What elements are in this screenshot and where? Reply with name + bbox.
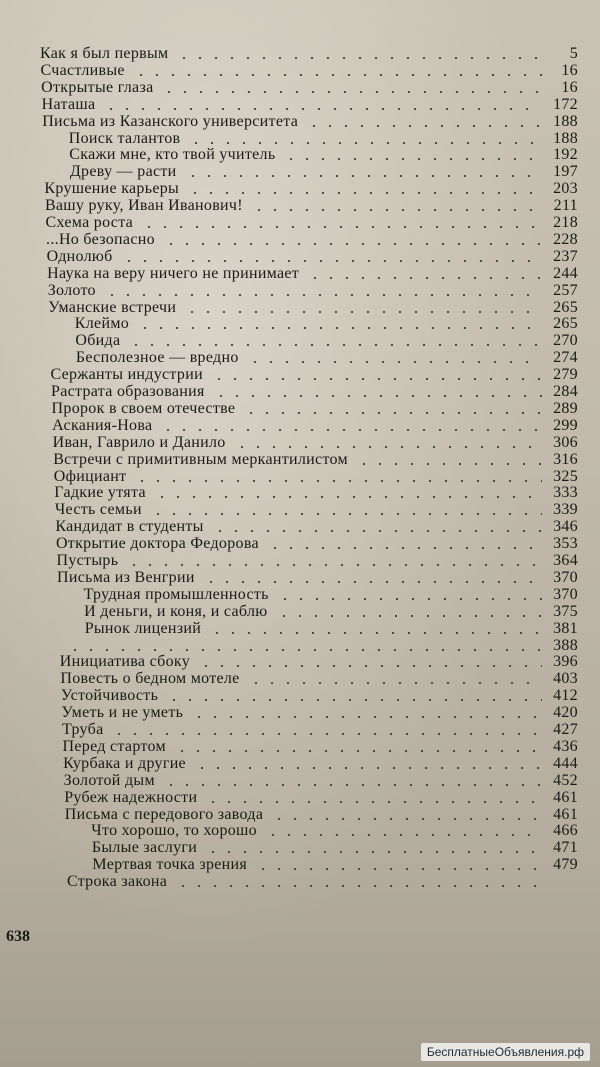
toc-entry-page: 466 <box>553 822 578 840</box>
toc-entry-page: 388 <box>553 636 578 654</box>
toc-entry-page: 353 <box>553 535 578 553</box>
toc-entry-page: 461 <box>553 788 578 806</box>
toc-entry-title: Крушение карьеры <box>44 180 180 198</box>
dot-leader <box>205 851 542 853</box>
dot-leader <box>306 125 542 127</box>
toc-entry-page: 237 <box>553 247 578 265</box>
toc-entry-title: Повесть о бедном мотеле <box>60 670 240 688</box>
dot-leader <box>176 57 542 59</box>
dot-leader <box>161 91 542 93</box>
dot-leader <box>67 649 542 651</box>
toc-entry-title: Схема роста <box>45 214 134 231</box>
toc-entry <box>41 79 578 96</box>
toc-entry-page: 346 <box>553 518 578 536</box>
toc-entry <box>64 789 578 806</box>
dot-leader <box>163 784 542 786</box>
toc-entry-page: 420 <box>553 704 578 722</box>
toc-entry-page: 274 <box>553 349 578 367</box>
toc-entry-title: Как я был первым <box>40 45 169 62</box>
dot-leader <box>277 598 542 600</box>
toc-entry <box>40 45 578 62</box>
toc-entry <box>52 417 578 434</box>
toc-entry-title: Пустырь <box>56 552 119 569</box>
toc-entry <box>63 755 578 772</box>
toc-entry-title: Былые заслуги <box>91 839 198 857</box>
dot-leader <box>194 767 542 769</box>
dot-leader <box>128 344 542 346</box>
dot-leader <box>187 192 542 194</box>
toc-entry <box>64 772 578 789</box>
dot-leader <box>307 277 542 279</box>
toc-entry-title: Уманские встречи <box>48 298 177 316</box>
dot-leader <box>209 632 542 634</box>
toc-entry-page: 333 <box>553 484 578 502</box>
dot-leader <box>213 395 542 397</box>
toc-entry-title: Растрата образования <box>51 383 205 400</box>
toc-entry-page: 325 <box>553 467 578 485</box>
dot-leader <box>133 74 542 76</box>
toc-entry-title: Рынок лицензий <box>84 619 202 637</box>
dot-leader <box>265 834 542 836</box>
toc-entry <box>57 569 578 586</box>
toc-entry <box>50 366 578 383</box>
dot-leader <box>174 750 542 752</box>
toc-subentry <box>91 822 578 839</box>
toc-entry-title: Труба <box>62 721 104 738</box>
dot-leader <box>251 209 542 211</box>
toc-entry-page: 306 <box>553 433 578 451</box>
dot-leader <box>160 429 542 431</box>
toc-entry-page: 444 <box>553 754 578 772</box>
dot-leader <box>185 175 542 177</box>
toc-entry-title: Официант <box>53 467 127 485</box>
toc-subentry <box>70 163 578 180</box>
toc-entry-title: Инициатива сбоку <box>59 653 191 671</box>
toc-subentry <box>84 586 578 603</box>
toc-entry-page: 396 <box>553 653 578 671</box>
toc-entry <box>42 113 578 130</box>
toc-entry-title: Однолюб <box>46 247 113 265</box>
dot-leader <box>137 327 542 329</box>
dot-leader <box>271 818 542 820</box>
toc-entry <box>46 231 578 248</box>
toc-entry <box>48 299 578 316</box>
toc-entry <box>53 434 578 451</box>
dot-leader <box>150 513 542 515</box>
toc-entry-title: Скажи мне, кто твой учитель <box>69 146 276 164</box>
dot-leader <box>121 260 542 262</box>
toc-entry <box>54 484 578 501</box>
toc-entry-page: 479 <box>553 856 578 874</box>
dot-leader <box>247 361 542 363</box>
toc-entry-title: Перед стартом <box>62 737 166 755</box>
toc-entry-title: Кандидат в студенты <box>55 518 204 536</box>
dot-leader <box>198 665 542 667</box>
toc-entry-page: 381 <box>553 619 578 637</box>
toc-entry <box>46 214 579 231</box>
toc-entry <box>48 282 578 299</box>
toc-entry-title: Пророк в своем отечестве <box>51 399 236 417</box>
toc-entry-title: Строка закона <box>66 873 168 891</box>
toc-subentry <box>75 315 578 332</box>
toc-entry-page: 370 <box>553 585 578 603</box>
toc-entry-title: Честь семьи <box>54 501 142 519</box>
toc-entry-title: Золото <box>47 281 96 299</box>
toc-entry-title: Устойчивость <box>60 687 159 705</box>
toc-entry <box>65 806 578 823</box>
toc-entry-page: 192 <box>553 146 578 164</box>
toc-subentry <box>69 130 578 147</box>
toc-entry-title: Клеймо <box>74 315 130 333</box>
dot-leader <box>175 885 542 887</box>
page-number: 638 <box>6 928 30 945</box>
toc-entry-title: Бесполезное — вредно <box>75 349 239 367</box>
toc-entry-title: Древу — расти <box>69 163 177 181</box>
toc-entry <box>67 873 578 890</box>
dot-leader <box>126 564 542 566</box>
toc-entry-title: ...Но безопасно <box>46 230 155 248</box>
toc-entry <box>53 451 578 468</box>
toc-entry-page: 244 <box>553 264 578 282</box>
dot-leader <box>188 142 542 144</box>
toc-entry-title: Наука на веру ничего не принимает <box>47 264 300 282</box>
watermark: БесплатныеОбъявления.рф <box>421 1043 590 1061</box>
toc-entry-page: 257 <box>553 281 578 299</box>
toc-entry-title: И деньги, и коня, и саблю <box>84 602 268 620</box>
toc-entry <box>42 96 578 113</box>
toc-entry-title: Трудная промышленность <box>83 585 269 603</box>
toc-entry-page: 364 <box>553 552 578 569</box>
toc-entry <box>55 501 578 518</box>
toc-entry-title: Наташа <box>41 95 96 113</box>
toc-entry-title: Гадкие утята <box>54 484 146 502</box>
dot-leader <box>356 463 542 465</box>
toc-entry <box>41 62 578 79</box>
toc-subentry <box>92 839 578 856</box>
dot-leader <box>134 480 542 482</box>
toc-entry-title: Поиск талантов <box>68 129 181 147</box>
toc-entry-page: 339 <box>553 501 578 519</box>
dot-leader <box>111 733 542 735</box>
toc-entry-page: 284 <box>553 383 578 400</box>
dot-leader <box>211 378 542 380</box>
toc-entry-title: Курбака и другие <box>63 754 186 772</box>
toc-entry-page: 5 <box>569 45 578 62</box>
toc-entry-title: Уметь и не уметь <box>61 704 184 722</box>
toc-entry <box>56 535 578 552</box>
toc-entry <box>61 687 578 704</box>
toc-subentry <box>84 603 578 620</box>
dot-leader <box>276 615 542 617</box>
toc-entry-page: 279 <box>553 366 578 384</box>
dot-leader <box>212 530 542 532</box>
toc-entry-page: 203 <box>553 180 578 198</box>
toc-entry <box>51 383 578 400</box>
dot-leader <box>141 226 542 228</box>
toc-entry-page: 16 <box>561 61 578 79</box>
toc-subentry <box>69 146 578 163</box>
toc-entry-page: 299 <box>553 416 578 434</box>
dot-leader <box>104 294 542 296</box>
dot-leader <box>255 868 542 870</box>
toc-subentry <box>76 349 578 366</box>
toc-entry-page: 218 <box>553 214 578 231</box>
dot-leader <box>191 716 542 718</box>
dot-leader <box>234 446 542 448</box>
toc-entry-page: 375 <box>553 602 578 620</box>
toc-entry-page: 265 <box>553 298 578 316</box>
toc-entry-page: 370 <box>553 568 578 586</box>
toc-entry-title: Письма с передового завода <box>64 805 264 823</box>
toc-entry <box>63 738 578 755</box>
toc-entry-page: 427 <box>553 721 578 738</box>
toc-entry-page: 265 <box>553 315 578 333</box>
toc-entry <box>60 653 578 670</box>
toc-entry-title: Открытие доктора Федорова <box>55 535 259 553</box>
toc-subentry <box>75 332 578 349</box>
toc-entry-page: 471 <box>553 839 578 857</box>
toc-entry-title: Встречи с примитивным меркантилистом <box>53 450 348 468</box>
toc-entry-title: Золотой дым <box>63 771 155 789</box>
toc-entry-title: Обида <box>75 332 121 350</box>
toc-entry-title: Сержанты индустрии <box>50 366 203 384</box>
toc-entry-title: Иван, Гаврило и Данило <box>52 433 226 451</box>
toc-entry-title: Мертвая точка зрения <box>92 856 248 874</box>
dot-leader <box>205 801 542 803</box>
dot-leader <box>166 699 542 701</box>
toc-entry <box>54 468 578 485</box>
toc-entry <box>62 721 578 738</box>
dot-leader <box>163 243 542 245</box>
toc-entry <box>61 704 578 721</box>
toc-entry-page: 403 <box>553 670 578 688</box>
toc-subentry <box>85 620 578 637</box>
toc-entry-title: Открытые глаза <box>41 78 154 96</box>
toc-entry-page: 461 <box>553 805 578 823</box>
toc-entry <box>60 670 578 687</box>
toc-entry-title: Письма из Венгрии <box>57 568 195 586</box>
toc-entry-title: Счастливые <box>40 61 125 79</box>
toc-entry-page: 197 <box>553 163 578 181</box>
toc-entry-page: 452 <box>553 771 578 789</box>
toc-entry <box>57 552 579 569</box>
toc-entry <box>47 248 578 265</box>
toc-entry <box>55 518 578 535</box>
toc-entry <box>47 265 578 282</box>
toc-entry-title: Рубеж надежности <box>64 788 198 806</box>
toc-entry-page: 211 <box>553 197 578 215</box>
toc-entry <box>59 637 578 654</box>
toc-entry <box>45 197 578 214</box>
toc-entry-page: 188 <box>553 112 578 130</box>
toc-entry <box>52 400 578 417</box>
toc-entry-page: 316 <box>553 450 578 468</box>
toc-subentry <box>92 856 578 873</box>
toc-entry-title: Что хорошо, то хорошо <box>91 822 257 840</box>
toc-entry-title: Аскания-Нова <box>52 416 153 434</box>
dot-leader <box>154 496 542 498</box>
toc-entry-page: 16 <box>561 78 578 96</box>
toc-entry-page: 228 <box>553 230 578 248</box>
toc-entry <box>44 180 578 197</box>
dot-leader <box>248 682 542 684</box>
toc-entry-page: 436 <box>553 737 578 755</box>
toc-entry-title: Письма из Казанского университета <box>42 112 299 130</box>
dot-leader <box>203 581 542 583</box>
toc-entry-page: 270 <box>553 332 578 350</box>
dot-leader <box>243 412 542 414</box>
toc-entry-title: Вашу руку, Иван Иванович! <box>44 197 243 215</box>
dot-leader <box>267 547 542 549</box>
toc-entry-page: 188 <box>553 129 578 147</box>
toc-entry-page: 412 <box>553 687 578 705</box>
toc-entry-page: 172 <box>553 95 578 113</box>
dot-leader <box>103 108 542 110</box>
dot-leader <box>184 311 542 313</box>
toc-entry-page: 289 <box>553 399 578 417</box>
dot-leader <box>283 158 542 160</box>
